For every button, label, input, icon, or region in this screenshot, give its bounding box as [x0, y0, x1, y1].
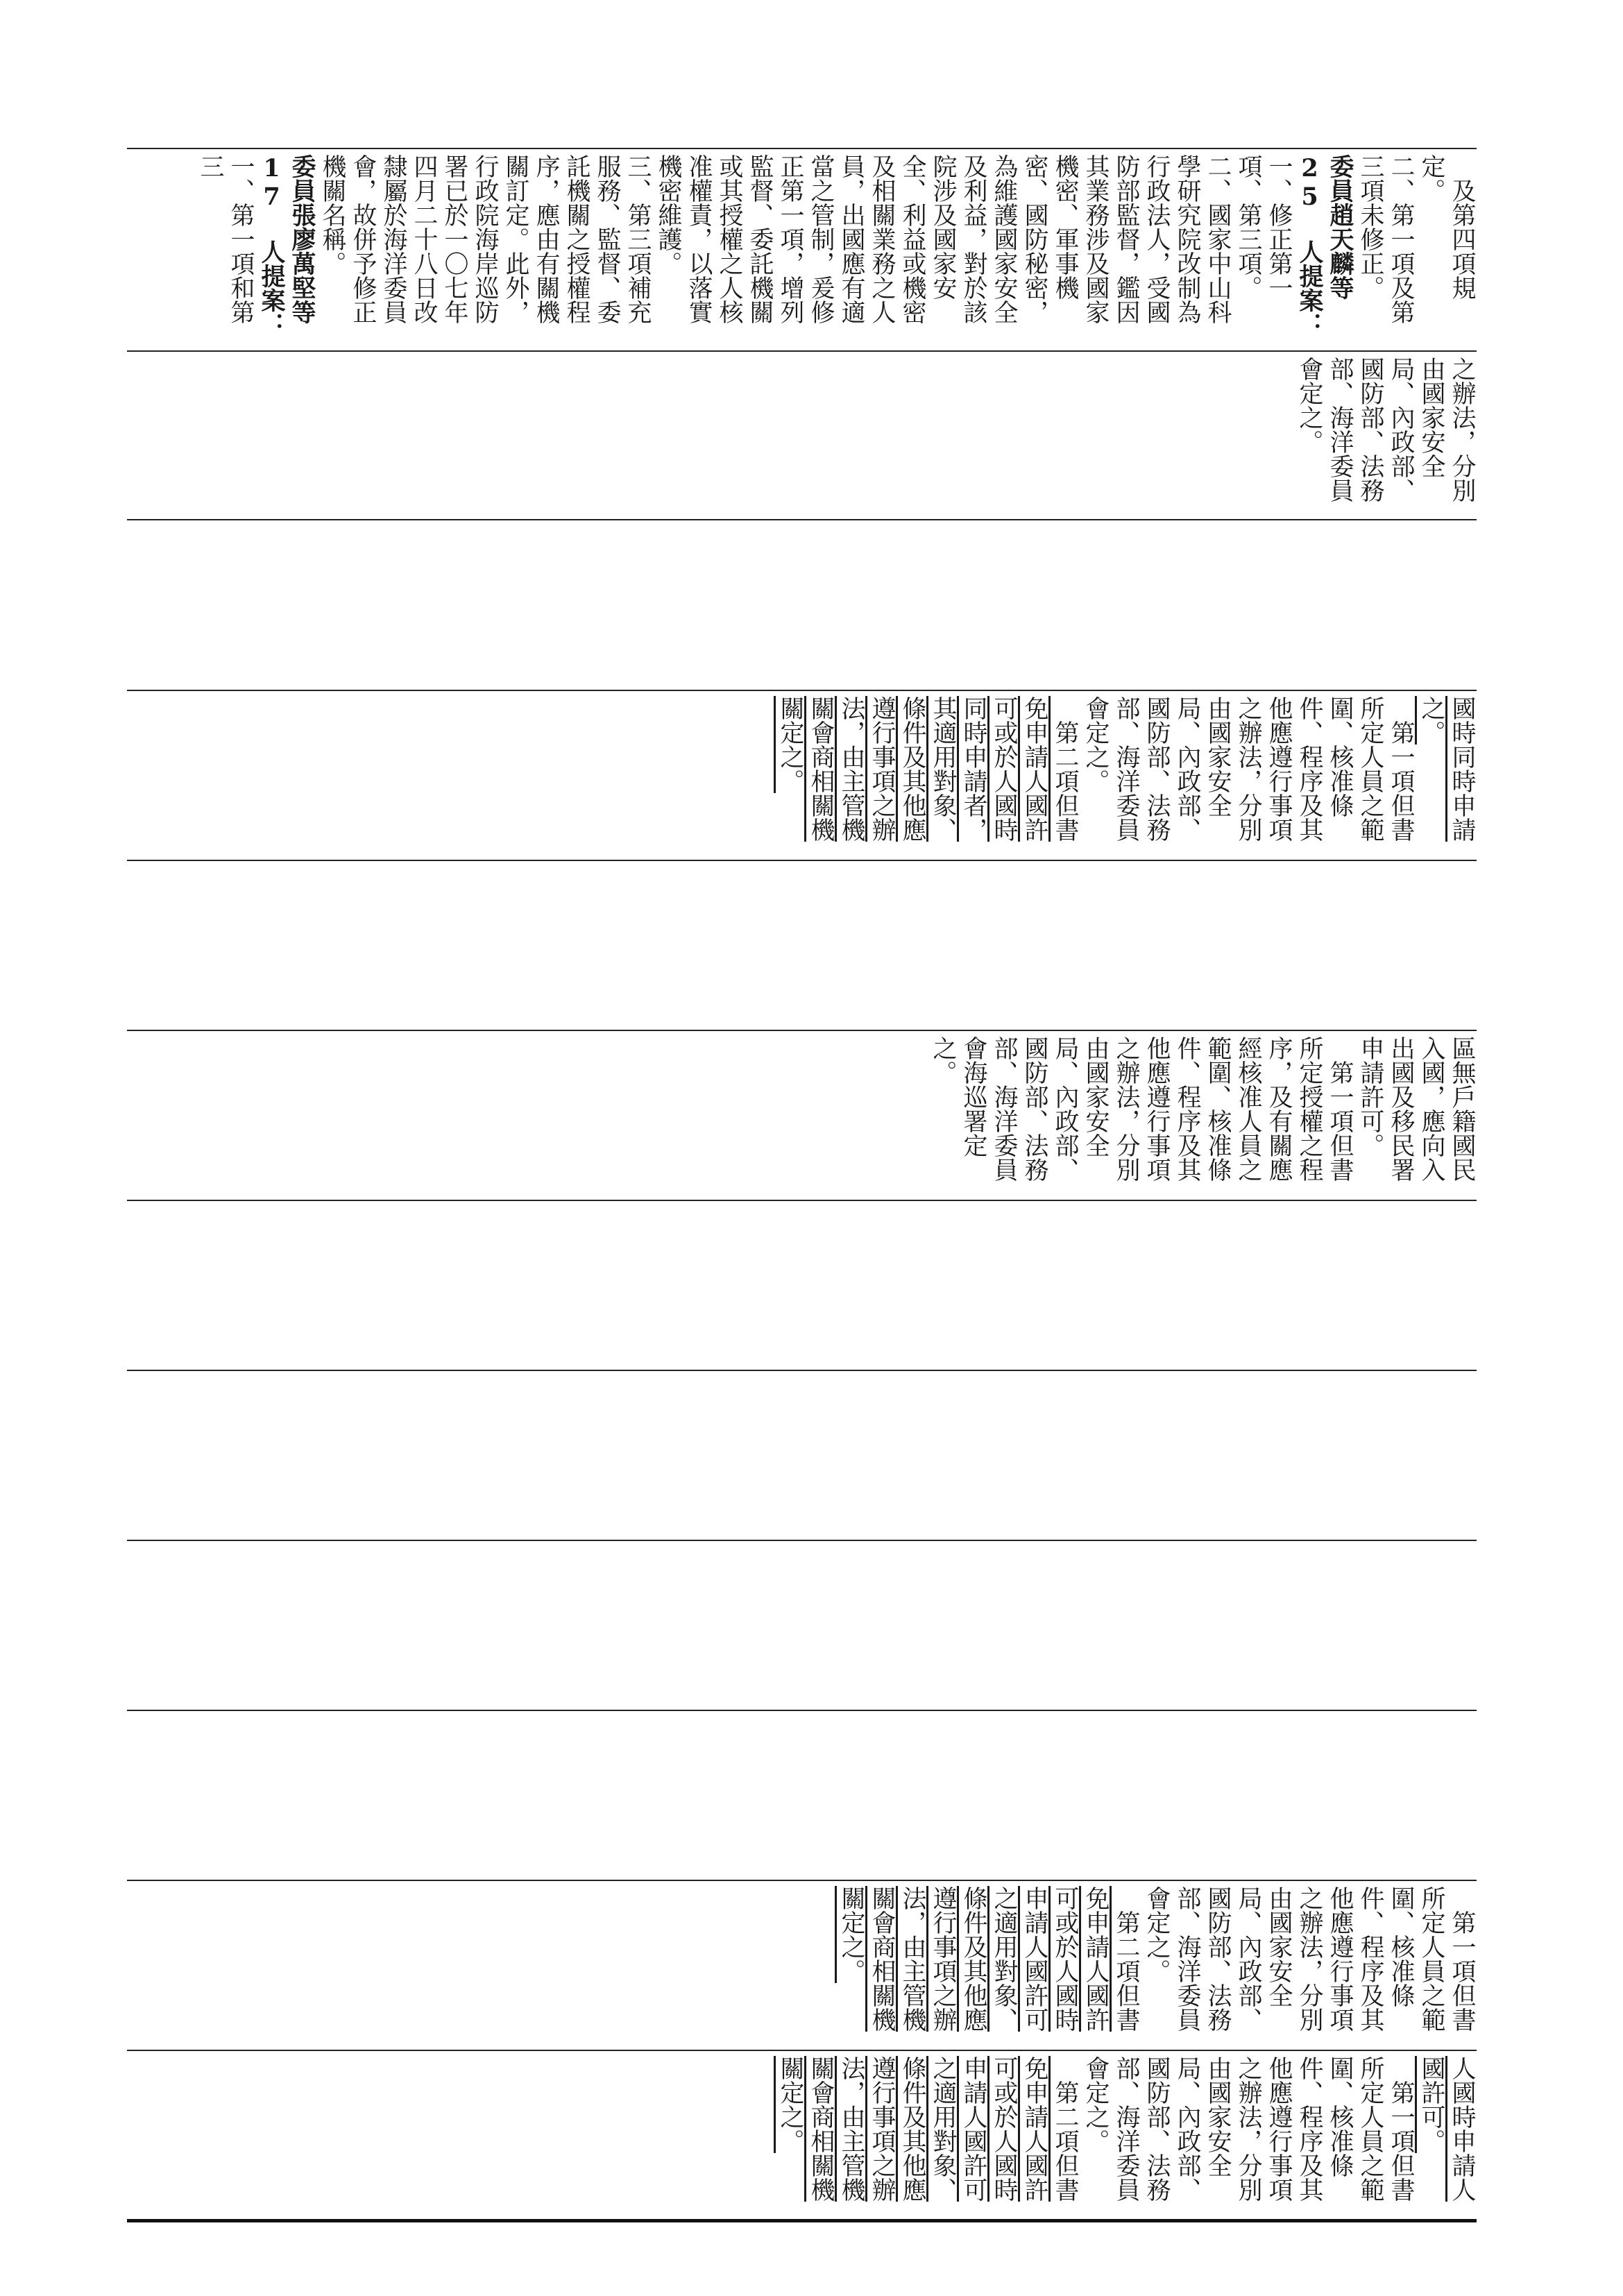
paragraph: 人國時申請人國許可。 [1418, 2056, 1476, 2202]
table-rule [127, 1370, 1477, 1371]
paragraph: 第一項但書所定人員之範圍、核准條件、程序及其他應遵行事項之辦法，分別由國家安全局、內政部、國防部、法務部、海洋委員會定之。 [1082, 696, 1415, 842]
column-text [256, 1716, 1477, 1876]
paragraph: 第一項但書所定人員之範圍、核准條件、程序及其他應遵行事項之辦法，分別由國家安全局、內政部、國防部、法務部、海洋委員會定之。 [1143, 1886, 1476, 2032]
table-rule [127, 519, 1477, 520]
table-rule [127, 2050, 1477, 2051]
column-text [256, 866, 1477, 1026]
table-rule [127, 1710, 1477, 1711]
column-text [256, 2056, 1477, 2216]
paragraph: 第二項但書免申請人國許可或於人國時同時申請者，其適用對象、條件及其他應遵行事項之辦法，由主管機關會商相關機關定之。 [776, 696, 1079, 842]
paragraph: 一、修正第一項、第三項。 [1234, 154, 1293, 300]
column-text [256, 1546, 1477, 1706]
paragraph: 之辦法，分別由國家安全局、內政部、國防部、法務部、海洋委員會定之。 [1295, 357, 1476, 502]
paragraph: 及第四項規定。 [1418, 154, 1476, 300]
paragraph: 第一項但書所定人員之範圍、核准條件、程序及其他應遵行事項之辦法，分別由國家安全局、內政部、國防部、法務部、海洋委員會定之。 [1082, 2056, 1415, 2202]
paragraph: 區無戶籍國民入國，應向入出國及移民署申請許可。 [1357, 1036, 1476, 1182]
paragraph: 委員趙天麟等 25 人提案： [1295, 154, 1354, 337]
column-text [256, 357, 1477, 516]
table-bottom-rule [127, 2219, 1477, 2222]
column-text [256, 525, 1477, 686]
table-rule [127, 350, 1477, 352]
paragraph: 三、第三項補充服務、監督、委託機關之授權程序，應由有關機關訂定。此外，行政院海岸巡防署已於一〇七年四月二十八日改隸屬於海洋委員會，故併予修正機關名稱。 [318, 154, 652, 324]
paragraph: 第一項但書所定授權之程序，及有關應經核准人員之範圍、核准條件、程序及其他應遵行事項之辦法，分別由國家安全局、內政部、國防部、法務部、海洋委員會海巡署定之。 [929, 1036, 1354, 1182]
column-text [256, 1376, 1477, 1536]
column-text [196, 154, 1477, 347]
table-rule [127, 1880, 1477, 1881]
column-text [256, 1206, 1477, 1366]
table-rule [127, 1540, 1477, 1541]
table-rule [127, 1200, 1477, 1201]
paragraph: 二、國家中山科學研究院改制為行政法人，受國防部監督，鑑因其業務涉及國家機密、軍事機密、國防秘密，為維護國家安全及利益，對於該院涉及國家安全、利益或機密及相關業務之人員，出國應有適當之管制，爰修正第一項，增列監督、委託機關或其授權之人核准權責，以落實機密維護。 [654, 154, 1232, 324]
paragraph: 一、第一項和第三 [196, 154, 255, 324]
column-text [256, 1036, 1477, 1196]
column-text [256, 1886, 1477, 2046]
paragraph: 第二項但書免申請人國許可或於人國時申請人國許可之適用對象、條件及其他應遵行事項之辦法，由主管機關會商相關機關定之。 [776, 2056, 1079, 2202]
table-rule [127, 690, 1477, 691]
paragraph: 第二項但書免申請人國許可或於人國時申請人國許可之適用對象、條件及其他應遵行事項之辦法，由主管機關會商相關機關定之。 [838, 1886, 1140, 2032]
table-rule [127, 1030, 1477, 1031]
table-rule [127, 148, 1477, 149]
paragraph: 國時同時申請之。 [1418, 696, 1476, 842]
table-rule [127, 860, 1477, 861]
column-text [256, 696, 1477, 856]
paragraph: 二、第一項及第三項未修正。 [1357, 154, 1415, 324]
paragraph: 委員張廖萬堅等 17 人提案： [257, 154, 316, 337]
